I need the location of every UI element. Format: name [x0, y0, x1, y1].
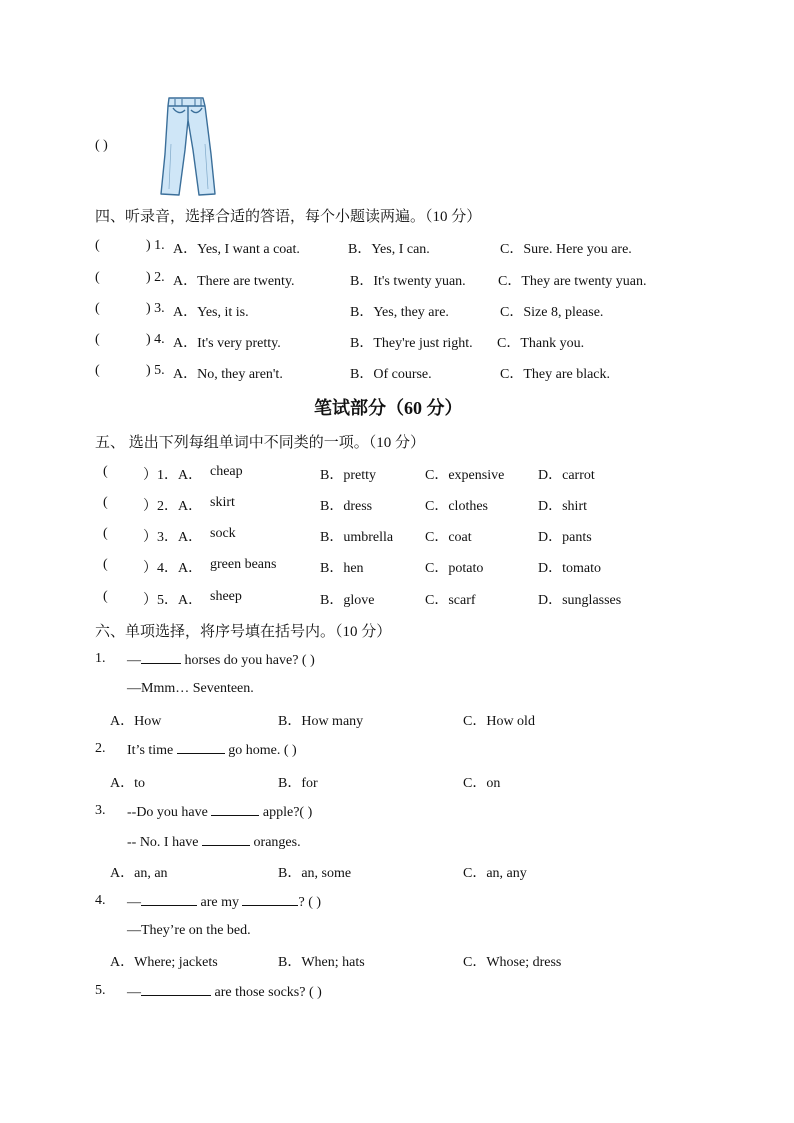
option-c: C．How old [463, 714, 535, 729]
option-a: A．Where; jackets [110, 955, 218, 970]
item-number: ）3．A． [143, 530, 203, 545]
option-d: D．pants [538, 530, 592, 545]
option-c: C．clothes [425, 499, 488, 514]
option-b: B．How many [278, 714, 364, 729]
option-b: B．dress [320, 499, 373, 514]
question-reply: -- No. I have oranges. [127, 835, 301, 850]
question-stem: — are those socks? ( ) [127, 985, 322, 1000]
option-c: C．Size 8, please. [500, 305, 604, 320]
option-d: D．tomato [538, 561, 601, 576]
answer-paren[interactable]: ( [103, 526, 108, 541]
answer-blank[interactable] [141, 893, 197, 906]
section5-title: 五、 选出下列每组单词中不同类的一项。（10 分） [95, 435, 426, 451]
item-number: ) 1. [146, 238, 165, 253]
option-b: B．umbrella [320, 530, 394, 545]
question-number: 2. [95, 741, 106, 756]
item-number: ) 3. [146, 301, 165, 316]
question-number: 1. [95, 651, 106, 666]
item-number: ）2．A． [143, 499, 203, 514]
option-a: skirt [210, 495, 235, 510]
question-reply: —They’re on the bed. [127, 923, 251, 938]
question-number: 3. [95, 803, 106, 818]
question-number: 5. [95, 983, 106, 998]
question-reply: —Mmm… Seventeen. [127, 681, 254, 696]
option-c: C．Sure. Here you are. [500, 242, 632, 257]
option-c: C．on [463, 776, 501, 791]
item-number: ) 4. [146, 332, 165, 347]
question-stem: — are my ? ( ) [127, 895, 322, 910]
written-part-title: 笔试部分（60 分） [314, 398, 463, 418]
option-b: B．glove [320, 593, 375, 608]
question-number: 4. [95, 893, 106, 908]
item-number: ）4．A． [143, 561, 203, 576]
option-b: B．hen [320, 561, 364, 576]
option-a: A．an, an [110, 866, 168, 881]
option-c: C．Whose; dress [463, 955, 562, 970]
item-number: ）1．A． [143, 468, 203, 483]
option-c: C．potato [425, 561, 484, 576]
option-a: A．to [110, 776, 145, 791]
question-stem: It’s time go home. ( ) [127, 743, 297, 758]
item-number: ）5．A． [143, 593, 203, 608]
option-c: C．an, any [463, 866, 527, 881]
answer-blank[interactable] [202, 833, 250, 846]
answer-paren[interactable]: ( [95, 363, 100, 378]
pants-answer-paren[interactable]: ( ) [95, 138, 108, 153]
option-c: C．scarf [425, 593, 476, 608]
answer-blank[interactable] [141, 983, 211, 996]
option-b: B．When; hats [278, 955, 365, 970]
option-a: A．Yes, I want a coat. [173, 242, 300, 257]
section6-title: 六、单项选择，将序号填在括号内。（10 分） [95, 624, 392, 640]
option-c: C．expensive [425, 468, 505, 483]
option-a: A．How [110, 714, 162, 729]
question-stem: --Do you have apple?( ) [127, 805, 313, 820]
option-a: A．Yes, it is. [173, 305, 249, 320]
pants-illustration [155, 94, 221, 198]
section4-title: 四、听录音，选择合适的答语，每个小题读两遍。（10 分） [95, 209, 482, 225]
question-stem: — horses do you have? ( ) [127, 653, 315, 668]
answer-blank[interactable] [141, 651, 181, 664]
answer-paren[interactable]: ( [103, 589, 108, 604]
option-a: A．No, they aren't. [173, 367, 283, 382]
option-c: C．coat [425, 530, 472, 545]
answer-paren[interactable]: ( [103, 464, 108, 479]
option-a: green beans [210, 557, 277, 572]
option-a: A．There are twenty. [173, 274, 295, 289]
option-b: B．Yes, I can. [348, 242, 430, 257]
item-number: ) 5. [146, 363, 165, 378]
answer-paren[interactable]: ( [95, 301, 100, 316]
answer-paren[interactable]: ( [95, 332, 100, 347]
item-number: ) 2. [146, 270, 165, 285]
option-b: B．pretty [320, 468, 376, 483]
option-d: D．carrot [538, 468, 595, 483]
option-c: C．Thank you. [497, 336, 585, 351]
option-b: B．Yes, they are. [350, 305, 449, 320]
answer-blank[interactable] [242, 893, 298, 906]
option-b: B．It's twenty yuan. [350, 274, 466, 289]
option-a: A．It's very pretty. [173, 336, 281, 351]
option-a: sock [210, 526, 236, 541]
option-b: B．an, some [278, 866, 352, 881]
answer-blank[interactable] [177, 741, 225, 754]
option-d: D．shirt [538, 499, 587, 514]
option-b: B．Of course. [350, 367, 432, 382]
answer-paren[interactable]: ( [103, 495, 108, 510]
pants-icon [161, 98, 215, 195]
option-b: B．for [278, 776, 318, 791]
answer-paren[interactable]: ( [95, 270, 100, 285]
option-c: C．They are twenty yuan. [498, 274, 647, 289]
option-a: sheep [210, 589, 242, 604]
option-b: B．They're just right. [350, 336, 473, 351]
answer-paren[interactable]: ( [95, 238, 100, 253]
option-d: D．sunglasses [538, 593, 622, 608]
answer-blank[interactable] [211, 803, 259, 816]
answer-paren[interactable]: ( [103, 557, 108, 572]
option-c: C．They are black. [500, 367, 611, 382]
option-a: cheap [210, 464, 243, 479]
